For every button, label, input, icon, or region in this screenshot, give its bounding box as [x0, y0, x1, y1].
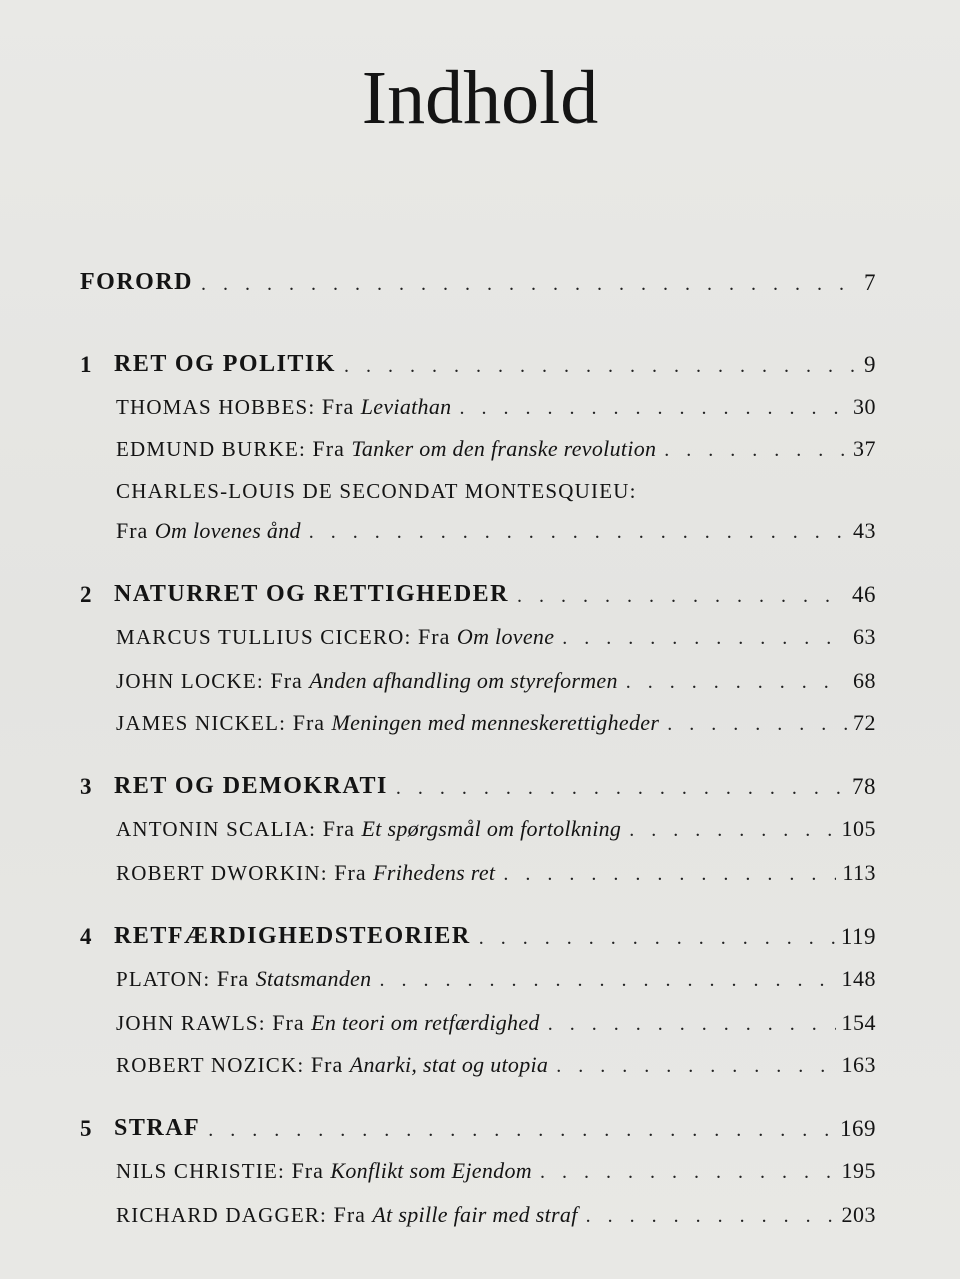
entry-author: CHARLES-LOUIS DE SECONDAT MONTESQUIEU: [116, 479, 637, 503]
toc-chapter-2[interactable] [80, 568, 876, 608]
entry-fra: Fra [322, 816, 356, 841]
entry-author: RICHARD DAGGER: [116, 1203, 328, 1227]
dot-leader [201, 273, 858, 296]
entry-fra: Fra [310, 1052, 344, 1077]
chapter-number: 5 [80, 1116, 93, 1141]
toc-chapter-3[interactable] [80, 760, 876, 800]
dot-leader [379, 969, 835, 992]
toc-entry[interactable] [116, 1144, 876, 1184]
entry-author: JOHN RAWLS: [116, 1011, 266, 1035]
toc-entry[interactable] [116, 996, 876, 1036]
dot-leader [667, 713, 847, 736]
page-number: 46 [852, 582, 876, 607]
entry-work: En teori om retfærdighed [311, 1010, 540, 1035]
entry-fra: Fra [272, 1010, 305, 1035]
entry-author: ANTONIN SCALIA: [116, 817, 317, 841]
dot-leader [626, 671, 847, 694]
toc-entry[interactable] [116, 504, 876, 544]
entry-fra: Fra [418, 624, 451, 649]
dot-leader [459, 397, 847, 420]
entry-work: Anarki, stat og utopia [349, 1052, 549, 1077]
toc-chapter-5[interactable] [80, 1102, 876, 1142]
page-number: 30 [853, 394, 876, 419]
page-number: 105 [841, 816, 876, 841]
entry-work: Meningen med menneskerettigheder [331, 710, 660, 735]
entry-fra: Fra [270, 668, 303, 693]
entry-work: Frihedens ret [373, 860, 496, 885]
page-number: 203 [841, 1202, 876, 1227]
entry-author: PLATON: [116, 967, 211, 991]
entry-work: Leviathan [360, 394, 452, 419]
dot-leader [629, 819, 835, 842]
chapter-number: 2 [80, 582, 93, 607]
entry-work: Om lovene [456, 624, 555, 649]
chapter-number: 3 [80, 774, 93, 799]
entry-fra: Fra [312, 436, 345, 461]
entry-fra: Fra [116, 518, 149, 543]
dot-leader [556, 1055, 835, 1078]
dot-leader [517, 585, 846, 608]
dot-leader [586, 1205, 836, 1228]
entry-work: Et spørgsmål om fortolkning [361, 816, 622, 841]
toc-chapter-1[interactable] [80, 338, 876, 378]
entry-work: Konflikt som Ejendom [330, 1158, 532, 1183]
dot-leader [503, 863, 836, 886]
page-number: 7 [864, 270, 876, 295]
chapter-title: RETFÆRDIGHEDSTEORIER [114, 923, 471, 949]
toc-entry-author-line[interactable] [116, 464, 876, 504]
page-number: 148 [841, 966, 876, 991]
entry-fra: Fra [292, 710, 326, 735]
page-title: Indhold [361, 55, 599, 140]
page-number: 113 [842, 860, 876, 885]
entry-work: Anden afhandling om styreformen [309, 668, 618, 693]
entry-author: EDMUND BURKE: [116, 437, 307, 461]
page-number: 68 [853, 668, 876, 693]
dot-leader [396, 777, 846, 800]
chapter-title: NATURRET OG RETTIGHEDER [114, 581, 510, 607]
chapter-number: 4 [80, 924, 93, 949]
entry-author: JAMES NICKEL: [116, 711, 287, 735]
entry-author: JOHN LOCKE: [116, 669, 264, 693]
toc-entry[interactable] [116, 952, 876, 992]
entry-author: ROBERT NOZICK: [116, 1053, 305, 1077]
entry-author: ROBERT DWORKIN: [116, 861, 328, 885]
dot-leader [344, 355, 858, 378]
dot-leader [664, 439, 847, 462]
entry-work: Om lovenes ånd [154, 518, 301, 543]
dot-leader [208, 1119, 834, 1142]
entry-fra: Fra [291, 1158, 324, 1183]
dot-leader [562, 627, 847, 650]
entry-fra: Fra [216, 966, 250, 991]
entry-author: THOMAS HOBBES: [116, 395, 316, 419]
page-number: 37 [853, 436, 876, 461]
toc-chapter-4[interactable] [80, 910, 876, 950]
foreword-label: FORORD [80, 269, 193, 295]
toc-entry[interactable] [116, 696, 876, 736]
entry-fra: Fra [321, 394, 355, 419]
page-number: 195 [841, 1158, 876, 1183]
chapter-number: 1 [80, 352, 93, 377]
page-number: 43 [853, 518, 876, 543]
entry-work: Statsmanden [255, 966, 372, 991]
entry-author: MARCUS TULLIUS CICERO: [116, 625, 412, 649]
toc-entry[interactable] [116, 846, 876, 886]
toc-entry[interactable] [116, 802, 876, 842]
page-number: 63 [853, 624, 876, 649]
entry-author: NILS CHRISTIE: [116, 1159, 286, 1183]
page-number: 154 [841, 1010, 876, 1035]
page-number: 169 [840, 1116, 876, 1141]
page-number: 163 [841, 1052, 876, 1077]
page-number: 78 [852, 774, 876, 799]
dot-leader [540, 1161, 836, 1184]
chapter-title: RET OG POLITIK [114, 351, 336, 377]
chapter-title: RET OG DEMOKRATI [114, 773, 388, 799]
entry-work: Tanker om den franske revolution [351, 436, 657, 461]
page-number: 119 [840, 924, 876, 949]
toc-entry[interactable] [116, 380, 876, 420]
dot-leader [479, 927, 835, 950]
dot-leader [309, 521, 847, 544]
toc-foreword[interactable] [80, 256, 876, 296]
toc-entry[interactable] [116, 1038, 876, 1078]
entry-fra: Fra [334, 860, 367, 885]
entry-work: At spille fair med straf [372, 1202, 578, 1227]
chapter-title: STRAF [114, 1115, 201, 1141]
entry-fra: Fra [333, 1202, 366, 1227]
toc-entry[interactable] [116, 422, 876, 462]
toc-entry[interactable] [116, 610, 876, 650]
page-number: 9 [864, 352, 876, 377]
page-number: 72 [853, 710, 876, 735]
toc-entry[interactable] [116, 1188, 876, 1228]
toc-entry[interactable] [116, 654, 876, 694]
dot-leader [548, 1013, 836, 1036]
